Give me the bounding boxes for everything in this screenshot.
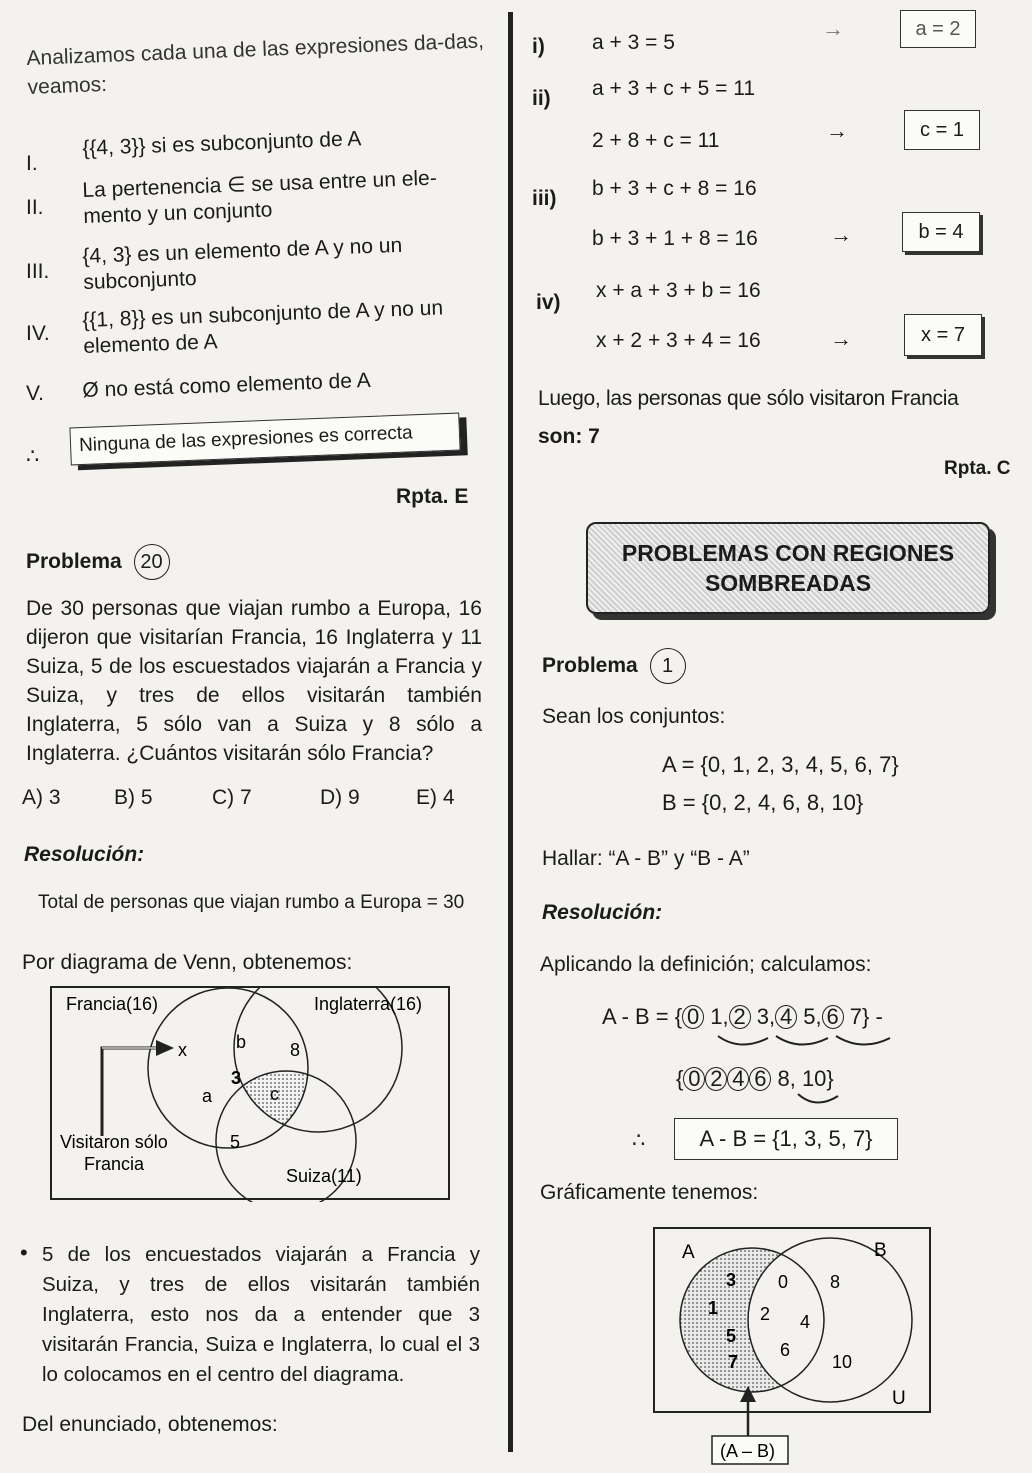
arrow-head <box>156 1040 174 1056</box>
calc-arrows-b <box>790 1090 850 1114</box>
calc-arrows-a <box>710 1030 900 1060</box>
calc-prefix: A - B = { <box>602 1004 683 1029</box>
banner-line-2: SOMBREADAS <box>704 570 872 596</box>
problem-number: 20 <box>134 544 170 580</box>
region-3: 3 <box>231 1068 242 1088</box>
label-inglaterra: Inglaterra(16) <box>314 994 423 1014</box>
note-line-1: Visitaron sólo <box>60 1132 168 1152</box>
eq-iii-line1: b + 3 + c + 8 = 16 <box>592 177 757 200</box>
region-b: b <box>236 1032 247 1052</box>
answer-right: Rpta. C <box>944 458 1011 479</box>
note-line-2: Francia <box>84 1154 145 1174</box>
problem-number: 1 <box>650 648 686 684</box>
elem-8: 8 <box>830 1272 841 1292</box>
elem-2: 2 <box>760 1304 771 1324</box>
label-a: A <box>682 1242 695 1263</box>
arrow-iii: → <box>830 222 852 247</box>
elem-7: 7 <box>728 1352 739 1372</box>
elem-0: 0 <box>778 1272 789 1292</box>
intro-text: Analizamos cada una de las expresiones da-das, veamos: <box>26 29 485 99</box>
region-8: 8 <box>290 1040 301 1060</box>
region-c: c <box>270 1084 279 1104</box>
item-text: {{1, 8}} es un subconjunto de A y no un elemento de A <box>82 296 444 358</box>
calc-a-5: 5 <box>803 1004 816 1029</box>
arrow-ii: → <box>826 118 848 143</box>
swap-arrow <box>776 1036 828 1045</box>
elem-10: 10 <box>832 1352 853 1372</box>
item-num: V. <box>26 382 44 405</box>
grafic-text: Gráficamente tenemos: <box>540 1181 759 1204</box>
elem-3: 3 <box>726 1270 737 1290</box>
calc-b-circled: 4 <box>727 1067 749 1091</box>
sean-text: Sean los conjuntos: <box>542 705 726 728</box>
luego-line-1: Luego, las personas que sólo visitaron Francia <box>538 387 959 410</box>
calc-a-circled-0: 0 <box>682 1005 704 1029</box>
eq-iv-line2: x + 2 + 3 + 4 = 16 <box>596 329 761 352</box>
option-e: E) 4 <box>416 786 455 809</box>
elem-4: 4 <box>800 1312 811 1332</box>
answer-left: Rpta. E <box>396 485 469 508</box>
item-text: Ø no está como elemento de A <box>82 368 372 402</box>
region-label: (A – B) <box>720 1441 776 1461</box>
item-text: La pertenencia ∈ se usa entre un ele-mento y un conjunto <box>82 166 438 228</box>
venn-diagram-three-sets <box>50 986 452 1202</box>
problem-1-heading <box>542 648 686 684</box>
therefore-symbol: ∴ <box>26 445 40 468</box>
set-a: A = {0, 1, 2, 3, 4, 5, 6, 7} <box>662 752 899 777</box>
calc-suffix: } - <box>861 1004 883 1029</box>
result-ii: c = 1 <box>904 110 980 150</box>
swap-arrow <box>718 1036 768 1045</box>
item-num: IV. <box>26 322 50 345</box>
eq-label-iv: iv) <box>536 291 561 314</box>
eq-i-line1: a + 3 = 5 <box>592 31 675 54</box>
arrow-shaft <box>102 1048 158 1136</box>
option-b: B) 5 <box>114 786 153 809</box>
banner-line-1: PROBLEMAS CON REGIONES <box>621 540 955 566</box>
calc-b-circled: 6 <box>749 1067 771 1091</box>
label-u: U <box>892 1388 906 1409</box>
column-divider <box>508 12 513 1452</box>
calc-a-circled-6: 6 <box>822 1005 844 1029</box>
footer-text: Del enunciado, obtenemos: <box>22 1413 278 1436</box>
eq-label-ii: ii) <box>532 87 551 110</box>
calc-b-circled: 0 <box>683 1067 705 1091</box>
calc-a-circled-2: 2 <box>729 1005 751 1029</box>
calc-line-a: A - B = { 0 1, 2 3, 4 5, 6 7} - <box>602 1004 883 1029</box>
luego-line-2: son: 7 <box>538 425 600 448</box>
elem-6: 6 <box>780 1340 791 1360</box>
eq-ii-line1: a + 3 + c + 5 = 11 <box>592 77 756 100</box>
swap-arrow <box>798 1094 838 1103</box>
eq-label-i: i) <box>532 35 545 58</box>
label-suiza: Suiza(11) <box>286 1166 362 1186</box>
label-francia: Francia(16) <box>66 994 159 1014</box>
eq-iii-line2: b + 3 + 1 + 8 = 16 <box>592 227 758 250</box>
bullet-text: 5 de los encuestados viajarán a Francia y Suiza, y tres de ellos visitarán también Inglaterra, esto nos da a entender que 3 visitarán Francia, Suiza e Inglaterra, lo cual el 3 lo colocamos en el centro del diagrama. <box>42 1243 480 1386</box>
elem-5: 5 <box>726 1326 737 1346</box>
eq-iv-line1: x + a + 3 + b = 16 <box>596 279 761 302</box>
region-a: a <box>202 1086 213 1106</box>
option-a: A) 3 <box>22 786 61 809</box>
arrow-i: → <box>822 16 844 41</box>
calc-b-rest: 8, 10} <box>777 1066 834 1091</box>
item-text: {{4, 3}} si es subconjunto de A <box>82 127 362 160</box>
therefore-right: ∴ <box>632 1129 646 1152</box>
problem-label: Problema <box>542 654 638 677</box>
calc-a-1: 1 <box>710 1004 723 1029</box>
problem-20-heading <box>26 544 170 580</box>
calc-b-prefix: { <box>676 1066 684 1091</box>
conclusion-box: Ninguna de las expresiones es correcta <box>69 413 460 466</box>
arrow-iv: → <box>830 326 852 351</box>
item-num: II. <box>26 196 44 219</box>
section-banner <box>586 522 990 614</box>
calc-a-3: 3 <box>756 1004 769 1029</box>
item-num: III. <box>26 260 50 283</box>
problem-20-text: De 30 personas que viajan rumbo a Europa, 16 dijeron que visitarían Francia, 16 Inglaterra y 11 Suiza, 5 de los escuestados viajarán a Francia y Suiza, y tres de ellos visitarán también Inglaterra, 5 sólo van a Suiza y 8 sólo a Inglaterra. ¿Cuántos visitarán sólo Francia? <box>26 597 482 765</box>
total-statement: Total de personas que viajan rumbo a Europa = 30 <box>38 892 465 913</box>
set-b: B = {0, 2, 4, 6, 8, 10} <box>662 790 864 815</box>
venn-diagram-a-minus-b <box>652 1226 934 1466</box>
item-text: {4, 3} es un elemento de A y no un subconjunto <box>82 233 403 294</box>
result-box: A - B = {1, 3, 5, 7} <box>674 1118 898 1160</box>
region-5: 5 <box>230 1132 241 1152</box>
result-iii: b = 4 <box>902 212 980 252</box>
aplicando-text: Aplicando la definición; calculamos: <box>540 953 872 976</box>
eq-label-iii: iii) <box>532 187 557 210</box>
calc-a-circled-4: 4 <box>775 1005 797 1029</box>
resolucion-heading: Resolución: <box>24 843 145 866</box>
eq-ii-line2: 2 + 8 + c = 11 <box>592 129 720 152</box>
option-d: D) 9 <box>320 786 360 809</box>
region-x: x <box>178 1040 187 1060</box>
resolucion-heading-right: Resolución: <box>542 901 663 924</box>
result-iv: x = 7 <box>904 314 982 356</box>
swap-arrow <box>836 1036 890 1045</box>
venn-intro: Por diagrama de Venn, obtenemos: <box>22 951 353 974</box>
option-c: C) 7 <box>212 786 252 809</box>
item-num: I. <box>26 152 38 175</box>
bullet-symbol: • <box>20 1240 28 1265</box>
hallar-text: Hallar: “A - B” y “B - A” <box>542 847 750 870</box>
calc-a-7: 7 <box>849 1004 862 1029</box>
problem-label: Problema <box>26 550 122 573</box>
calc-b-circled: 2 <box>705 1067 727 1091</box>
result-i: a = 2 <box>900 10 976 48</box>
label-b: B <box>874 1240 887 1261</box>
calc-line-b <box>676 1066 834 1092</box>
elem-1: 1 <box>708 1298 719 1318</box>
